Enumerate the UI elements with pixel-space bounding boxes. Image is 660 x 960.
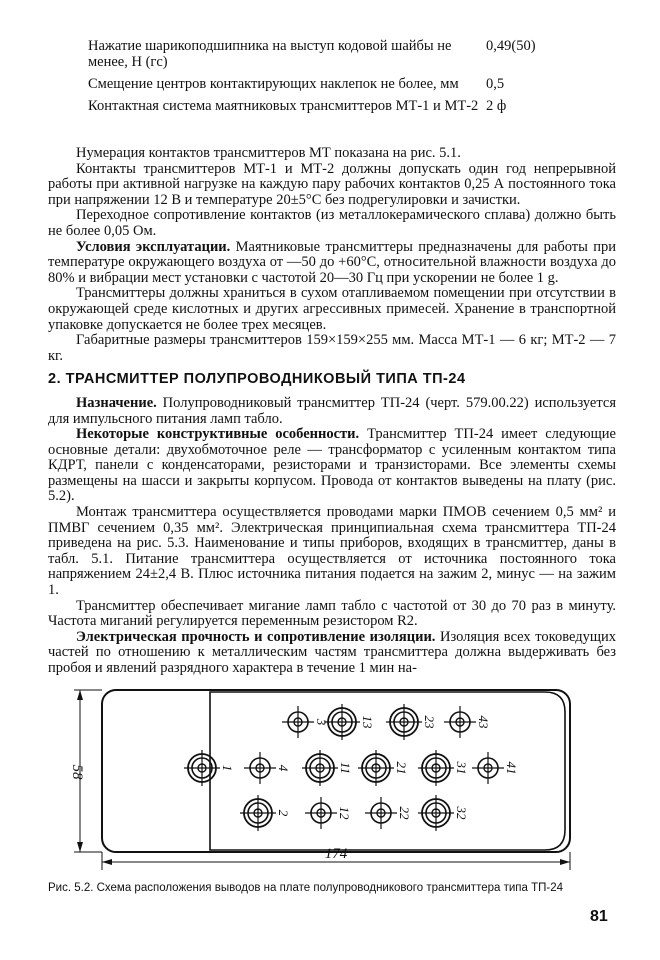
- paragraph: Монтаж трансмиттера осуществляется проводами марки ПМОВ сечением 0,5 мм² и ПМВГ сечением 0,35 мм². Электрическая принципиальная схема трансмиттера ТП-24 приведена на рис. 5.3. Наименование и типы приборов, входящих в трансмиттер, даны в табл. 5.1. Питание трансмиттера осуществляется от источника постоянного тока напряжением 24±2,4 В. Плюс источника питания подается на зажим 2, минус — на зажим 1.: [48, 504, 616, 599]
- terminal-label: 43: [476, 715, 492, 729]
- terminal-12: [305, 797, 352, 829]
- spec-value: 2 ф: [486, 98, 507, 114]
- terminal-label: 3: [314, 718, 330, 726]
- terminal-2: [240, 795, 291, 831]
- terminal-label: 11: [338, 761, 354, 775]
- terminal-group: [184, 704, 519, 831]
- arrow-icon: [560, 859, 570, 865]
- terminal-label: 21: [394, 761, 410, 775]
- spec-name: Нажатие шарикоподшипника на выступ кодовой шайбы не менее, Н (гс): [88, 38, 452, 70]
- terminal-label: 32: [454, 806, 470, 820]
- terminal-label: 1: [220, 764, 236, 772]
- paragraph: [48, 630, 616, 677]
- paragraph: Габаритные размеры трансмиттеров 159×159×255 мм. Масса МТ-1 — 6 кг; МТ-2 — 7 кг.: [48, 332, 616, 364]
- terminal-22: [365, 797, 412, 829]
- run-in-heading: Электрическая прочность и сопротивление изоляции.: [76, 628, 436, 645]
- spec-row: [88, 76, 568, 92]
- paragraph-text: Изоляция всех токоведущих частей по отношению к металлическим частям трансмиттера должна выдерживать без пробоя и явлений разрядного характера в течение 1 мин на-: [48, 628, 616, 676]
- terminal-4: [244, 752, 291, 784]
- spec-list: [88, 38, 568, 120]
- terminal-label: 23: [422, 715, 438, 729]
- terminal-label: 4: [276, 764, 292, 772]
- terminal-21: [358, 750, 409, 786]
- paragraph-text: Маятниковые трансмиттеры предназначены для работы при температуре окружающего воздуха от —50 до +60°С, относительной влажности воздуха до 80% и вибрации мест установки с частотой 20—30 Гц при ускорении не более 1 g.: [48, 238, 616, 286]
- spec-name: Смещение центров контактирующих наклепок не более, мм: [88, 76, 459, 92]
- terminal-board-figure: [40, 680, 620, 875]
- run-in-heading: Назначение.: [76, 394, 157, 411]
- dim-width-label: 174: [324, 846, 348, 862]
- arrow-icon: [77, 842, 83, 852]
- paragraph: Трансмиттер обеспечивает мигание ламп табло с частотой от 30 до 70 раз в минуту. Частота миганий регулируется переменным резистором R2.: [48, 597, 616, 630]
- dim-height-label: 58: [69, 764, 85, 780]
- terminal-label: 41: [504, 761, 520, 775]
- page-number: 81: [590, 908, 608, 925]
- terminal-3: [282, 706, 329, 738]
- terminal-11: [302, 750, 353, 786]
- run-in-heading: Некоторые конструктивные особенности.: [76, 426, 360, 443]
- terminal-43: [444, 706, 491, 738]
- terminal-label: 22: [397, 806, 413, 820]
- paragraph-text: Трансмиттер ТП-24 имеет следующие основные детали: двухобмоточное реле — трансформатор с усиленным контактом типа КДРТ, панели с конденсаторами, резисторами и транзисторами. Все элементы схемы размещены на шасси и закрыты корпусом. Провода от контактов выведены на плату (рис. 5.2).: [48, 426, 616, 505]
- figure-caption: Рис. 5.2. Схема расположения выводов на плате полупроводникового трансмиттера типа ТП-24: [48, 882, 564, 894]
- spec-value: 0,49(50): [486, 38, 536, 54]
- terminal-1: [184, 750, 235, 786]
- paragraph: Трансмиттеры должны храниться в сухом отапливаемом помещении при отсутствии в окружающей среде кислотных и других агрессивных примесей. Хранение в транспортной упаковке допускается не более трех месяцев.: [48, 285, 616, 333]
- terminal-label: 31: [454, 761, 470, 775]
- terminal-13: [324, 704, 375, 740]
- paragraph: [48, 396, 616, 427]
- spec-row: [88, 38, 568, 70]
- terminal-41: [472, 752, 519, 784]
- paragraph: Контакты трансмиттеров МТ-1 и МТ-2 должны допускать один год непрерывной работы при активной нагрузке на каждую пару рабочих контактов 0,25 А постоянного тока при напряжении 12 В и температуре 20±5°С без подрегулировки и зачистки.: [48, 160, 616, 208]
- paragraph: [48, 240, 616, 287]
- spec-name: Контактная система маятниковых трансмиттеров МТ-1 и МТ-2: [88, 98, 479, 114]
- paragraph: [48, 427, 616, 505]
- spec-row: [88, 98, 568, 114]
- arrow-icon: [102, 859, 112, 865]
- spec-value: 0,5: [486, 76, 505, 92]
- terminal-23: [386, 704, 437, 740]
- paragraph: Переходное сопротивление контактов (из металлокерамического сплава) должно быть не более 0,05 Ом.: [48, 207, 616, 239]
- paragraph-text: Полупроводниковый трансмиттер ТП-24 (черт. 579.00.22) используется для импульсного питания ламп табло.: [48, 394, 616, 427]
- paragraph: Нумерация контактов трансмиттеров МТ показана на рис. 5.1.: [76, 145, 461, 161]
- terminal-label: 13: [360, 715, 376, 729]
- body-text: [48, 146, 616, 677]
- arrow-icon: [77, 690, 83, 700]
- terminal-32: [418, 795, 469, 831]
- terminal-label: 12: [337, 806, 353, 820]
- section-heading: 2. ТРАНСМИТТЕР ПОЛУПРОВОДНИКОВЫЙ ТИПА ТП-24: [48, 371, 466, 388]
- terminal-31: [418, 750, 469, 786]
- terminal-label: 2: [276, 809, 292, 817]
- run-in-heading: Условия эксплуатации.: [76, 238, 231, 255]
